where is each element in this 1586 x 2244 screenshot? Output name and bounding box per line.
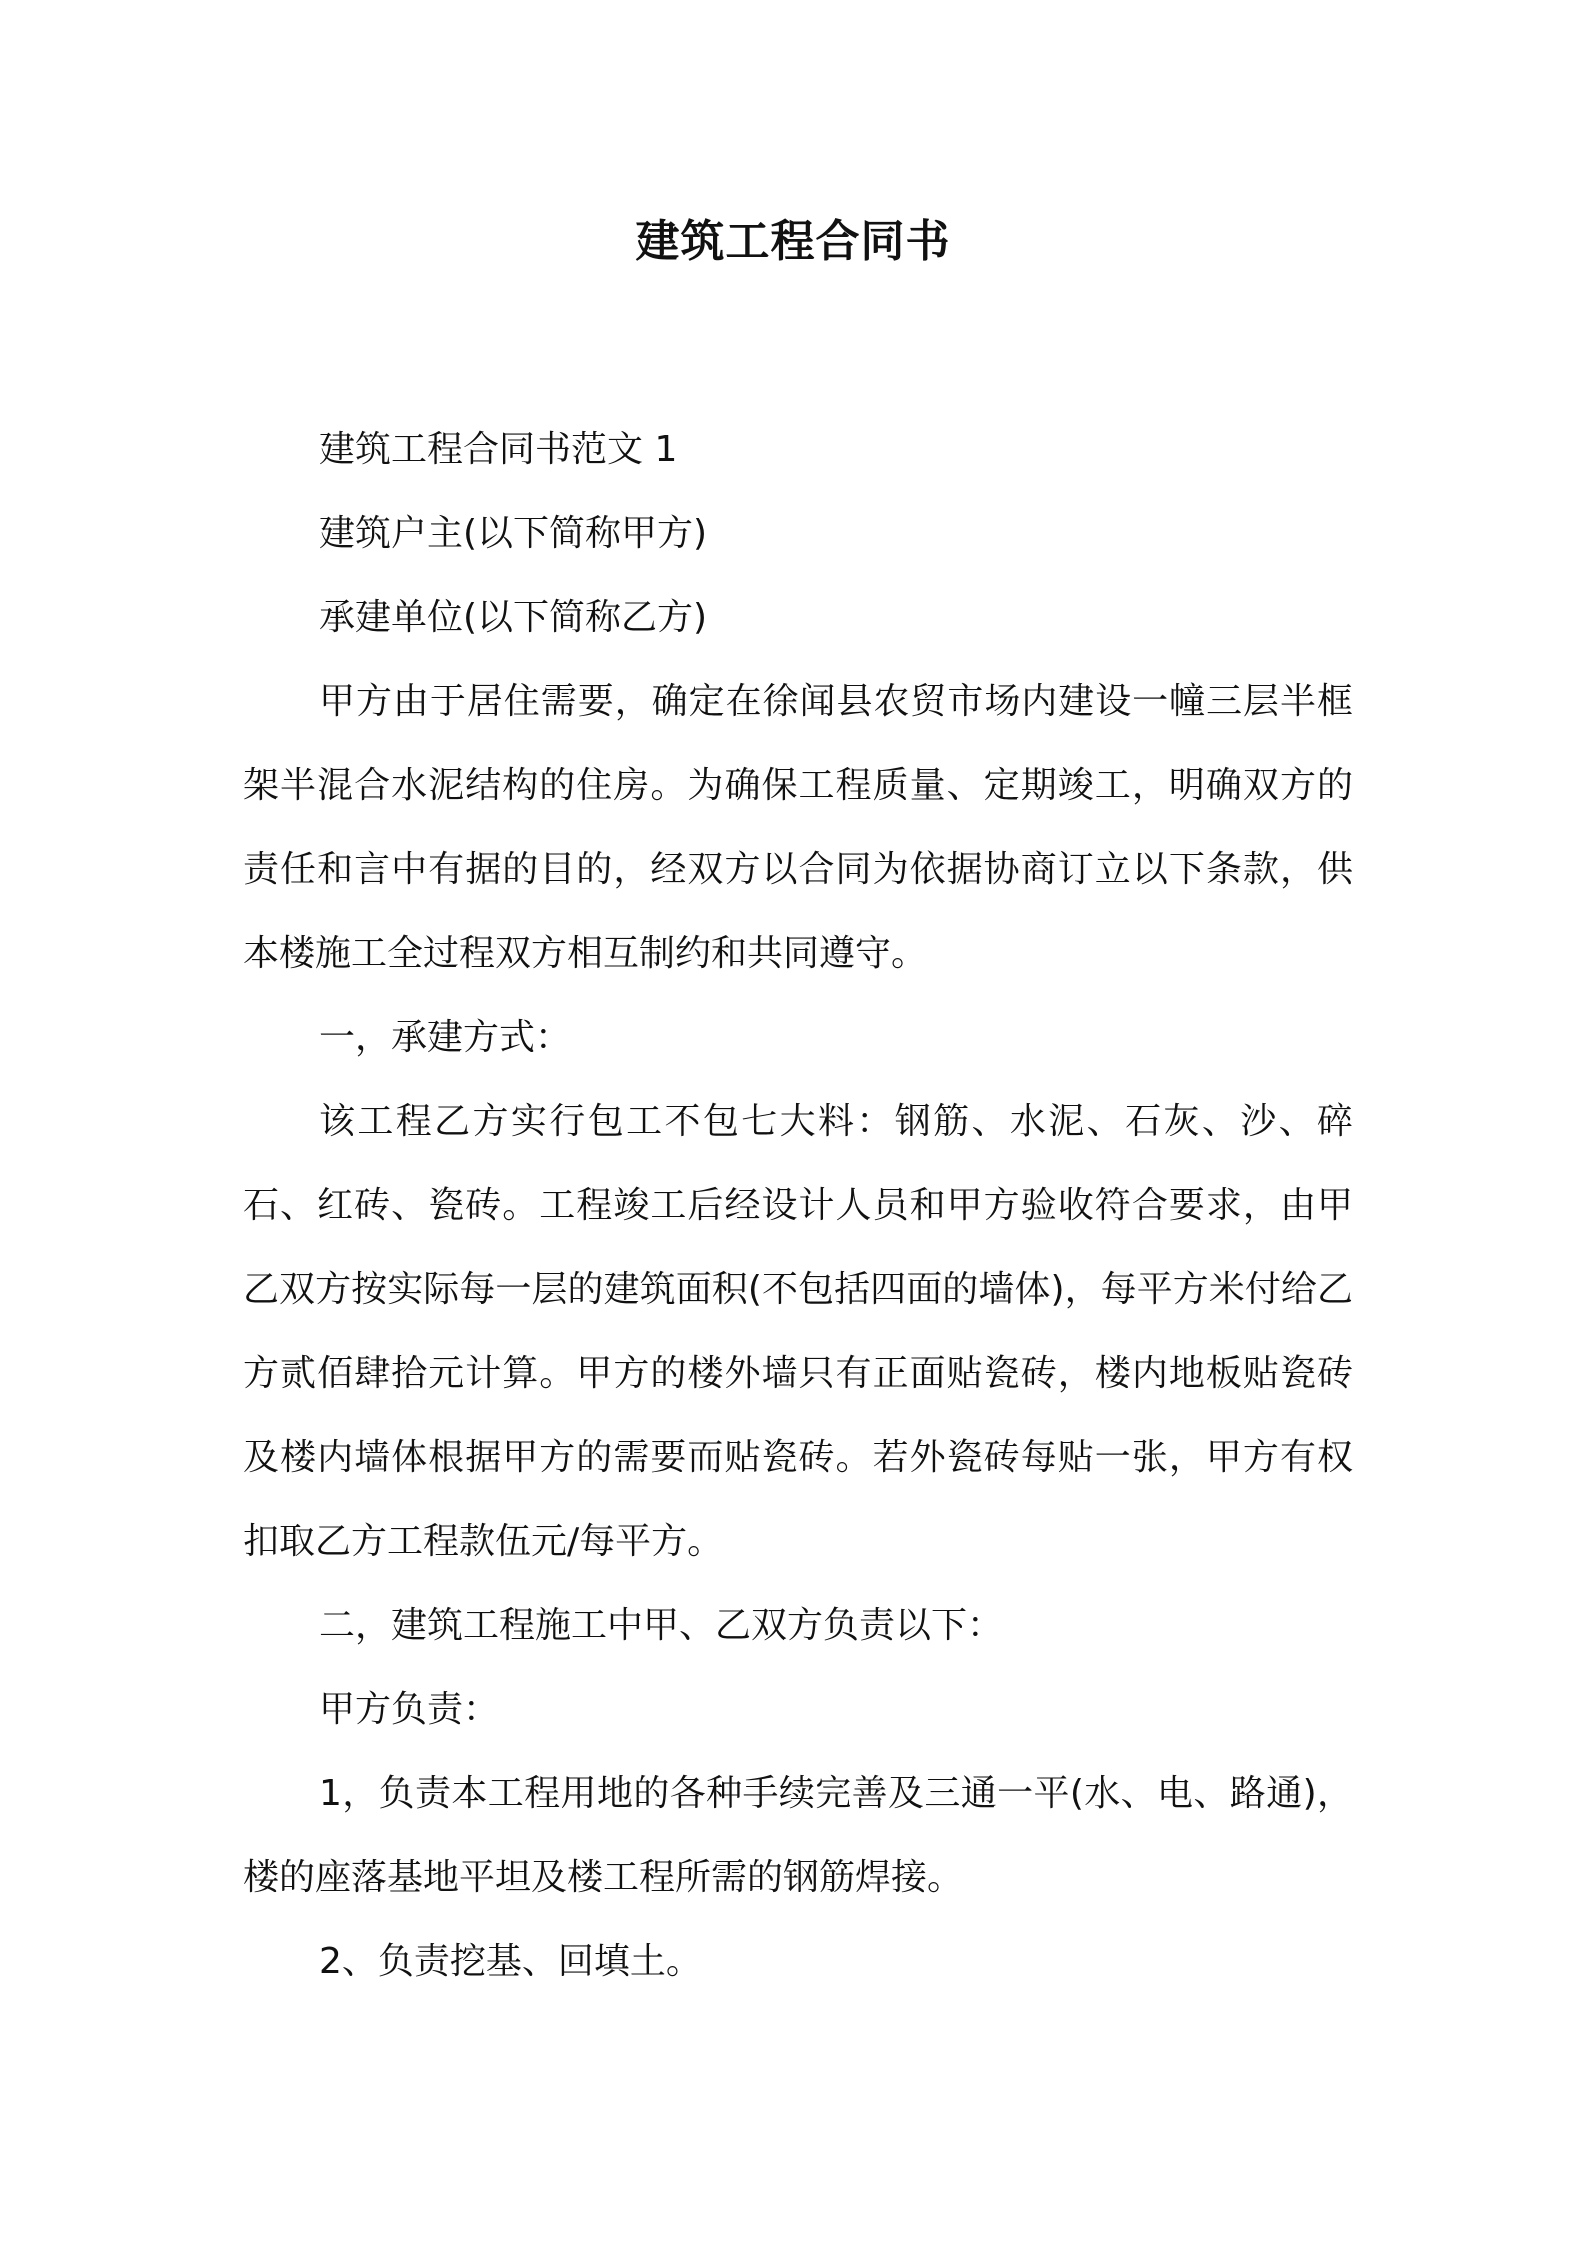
paragraph-section-one-heading: 一，承建方式： — [319, 1017, 572, 1058]
paragraph-section-two-heading: 二，建筑工程施工中甲、乙双方负责以下： — [319, 1605, 1004, 1646]
paragraph-party-a-duties-heading: 甲方负责： — [319, 1689, 500, 1730]
paragraph-section-one-body: 该工程乙方实行包工不包七大料：钢筋、水泥、石灰、沙、碎石、红砖、瓷砖。工程竣工后经设计人员和甲方验收符合要求，由甲乙双方按实际每一层的建筑面积(不包括四面的墙体)，每平方米付给乙方贰佰肆拾元计算。甲方的楼外墙只有正面贴瓷砖，楼内地板贴瓷砖及楼内墙体根据甲方的需要而贴瓷砖。若外瓷砖每贴一张，甲方有权扣取乙方工程款伍元/每平方。 — [243, 1101, 1353, 1562]
paragraph-party-a: 建筑户主(以下简称甲方) — [319, 513, 708, 554]
paragraph-sample-heading: 建筑工程合同书范文 1 — [319, 429, 678, 470]
paragraph-preamble: 甲方由于居住需要，确定在徐闻县农贸市场内建设一幢三层半框架半混合水泥结构的住房。为确保工程质量、定期竣工，明确双方的责任和言中有据的目的，经双方以合同为依据协商订立以下条款，供本楼施工全过程双方相互制约和共同遵守。 — [243, 681, 1353, 974]
paragraph-party-b: 承建单位(以下简称乙方) — [319, 597, 708, 638]
document-title: 建筑工程合同书 — [635, 216, 951, 267]
paragraph-duty-2: 2、负责挖基、回填土。 — [319, 1941, 702, 1982]
document-body — [243, 408, 1353, 2004]
paragraph-duty-1: 1，负责本工程用地的各种手续完善及三通一平(水、电、路通)，楼的座落基地平坦及楼工程所需的钢筋焊接。 — [243, 1773, 1353, 1898]
